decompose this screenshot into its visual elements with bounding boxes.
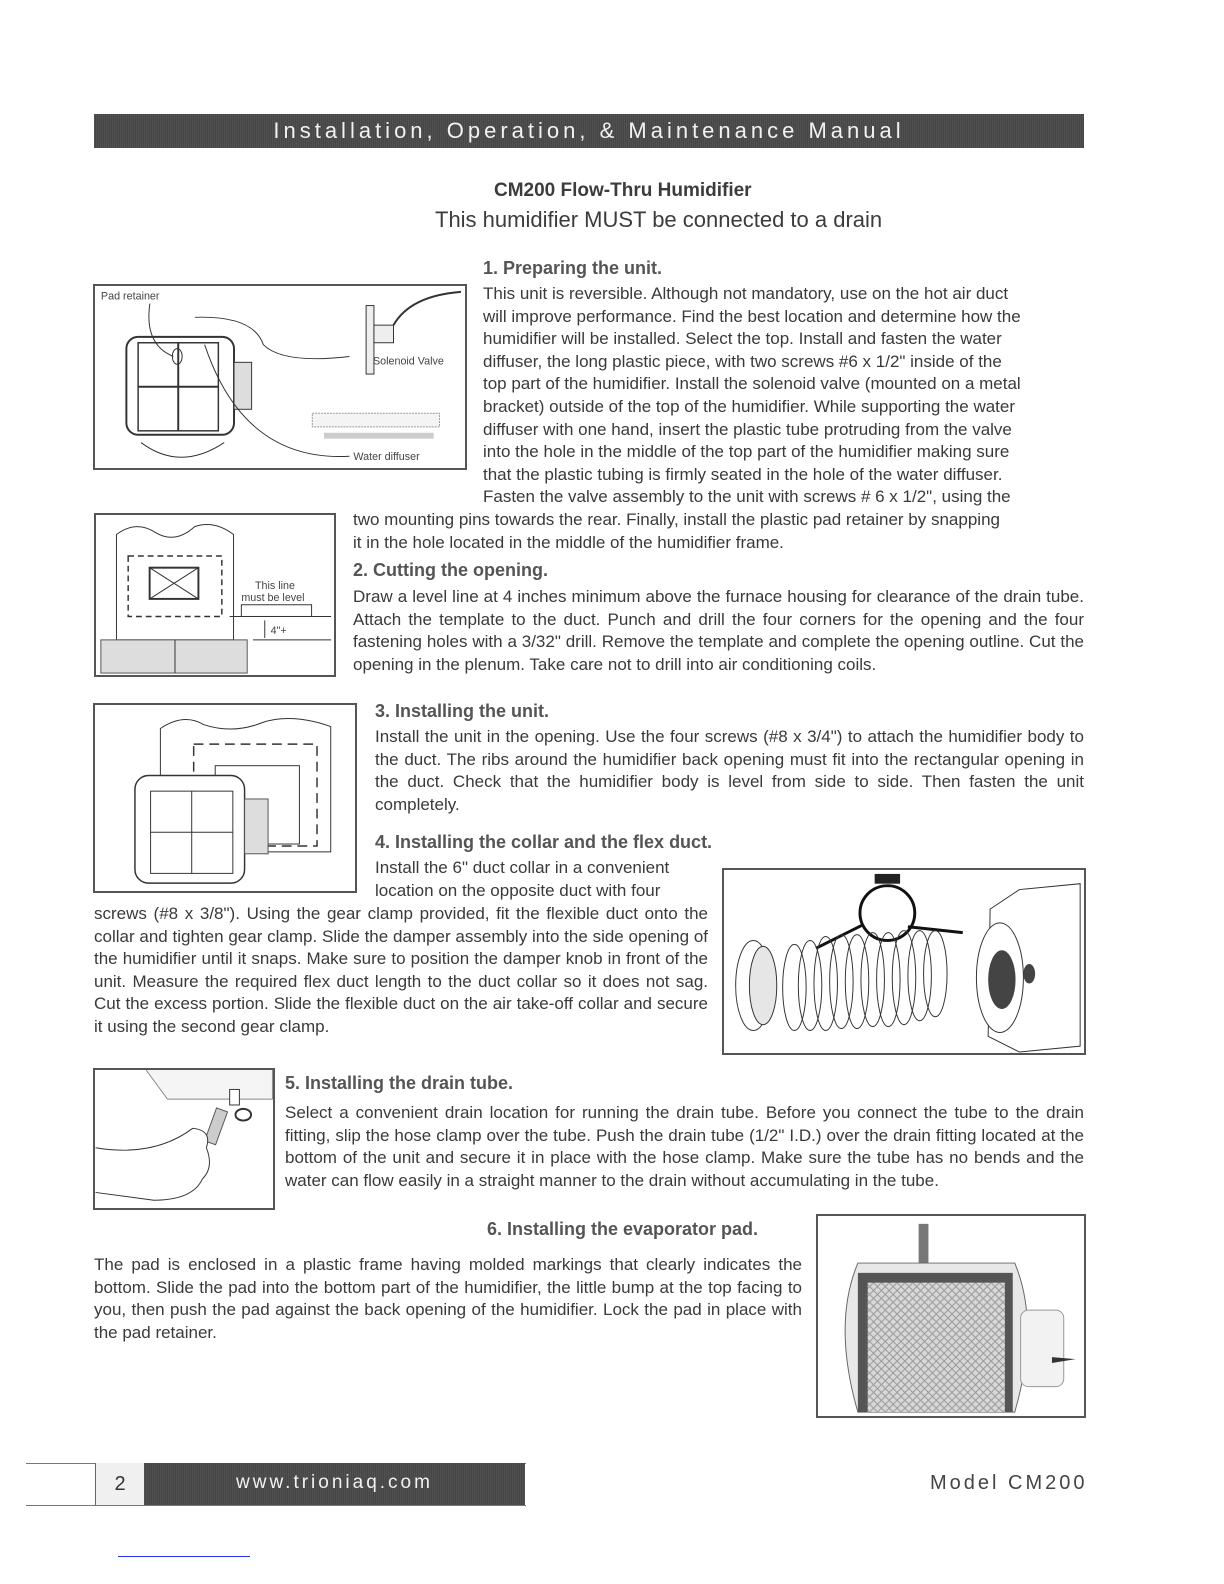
figure-flex-duct — [722, 868, 1086, 1055]
text-line: will improve performance. Find the best location and determine how the — [483, 306, 1021, 326]
footer-band — [144, 1463, 525, 1505]
text-line: top part of the humidifier. Install the solenoid valve (mounted on a metal — [483, 374, 1021, 394]
section-4-body-wide: screws (#8 x 3/8"). Using the gear clamp provided, fit the flexible duct onto the collar and tighten gear clamp. Slide the damper assembly into the side opening of the humidifier until it snaps. Make sure to position the damper knob in front of the unit. Measure the required flex duct length to the duct collar so it does not sag. Cut the excess portion. Slide the flexible duct on the air take-off collar and secure it using the second gear clamp. — [94, 904, 708, 1036]
manual-title: Installation, Operation, & Maintenance Manual — [273, 118, 905, 143]
page-number: 2 — [95, 1463, 144, 1505]
document-subtitle: This humidifier MUST be connected to a drain — [435, 207, 883, 232]
section-1-body-wide — [353, 509, 1084, 554]
section-5-heading: 5. Installing the drain tube. — [285, 1073, 514, 1093]
section-3-body: Install the unit in the opening. Use the four screws (#8 x 3/4") to attach the humidifier body to the duct. The ribs around the humidifier back opening must fit into the rectangular opening in the duct. Check that the humidifier body is level from side to side. Then fasten the unit completely. — [375, 727, 1084, 814]
text-line: humidifier will be installed. Select the top. Install and fasten the water — [483, 329, 1002, 349]
label-water-diffuser: Water diffuser — [353, 451, 420, 464]
figure-unit-installation — [93, 703, 357, 893]
cutting-template-drawing — [96, 515, 334, 675]
figure-drain-tube — [93, 1068, 275, 1210]
text-line: Install the 6" duct collar in a convenient — [375, 858, 670, 877]
figure-cutting-template — [94, 513, 336, 677]
section-4-body-narrow — [375, 857, 708, 902]
flex-duct-drawing — [724, 870, 1084, 1053]
text-line: that the plastic tubing is firmly seated in the hole of the water diffuser. — [483, 464, 1003, 484]
section-4-heading: 4. Installing the collar and the flex duct. — [375, 832, 713, 852]
label-solenoid-valve: Solenoid Valve — [372, 355, 444, 368]
model-label: Model CM200 — [930, 1472, 1088, 1494]
section-6-body: The pad is enclosed in a plastic frame having molded markings that clearly indicates the bottom. Slide the pad into the bottom part of the humidifier, the little bump at the top facing to you, then push the pad against the back opening of the humidifier. Lock the pad in place with the pad retainer. — [94, 1255, 802, 1342]
text-line: into the hole in the middle of the top part of the humidifier making sure — [483, 442, 1010, 462]
website-url: www.trioniaq.com — [236, 1472, 433, 1493]
figure-evaporator-pad-photo — [816, 1214, 1086, 1418]
section-5-body: Select a convenient drain location for running the drain tube. Before you connect the tube to the drain fitting, slip the hose clamp over the tube. Push the drain tube (1/2" I.D.) over the drain fitting located at the bottom of the unit and secure it in place with the hose clamp. Make sure the tube has no bends and the water can flow easily in a straight manner to the drain without accumulating in the tube. — [285, 1103, 1084, 1190]
label-clearance: 4"+ — [270, 625, 287, 638]
text-line: Fasten the valve assembly to the unit with screws # 6 x 1/2", using the — [483, 487, 1011, 507]
section-1-heading: 1. Preparing the unit. — [483, 258, 663, 278]
unit-assembly-drawing — [95, 286, 465, 468]
text-line: it in the hole located in the middle of the humidifier frame. — [353, 532, 784, 552]
text-line: diffuser with one hand, insert the plastic tube protruding from the valve — [483, 419, 1012, 439]
link-underline — [118, 1556, 250, 1557]
text-line: This unit is reversible. Although not mandatory, use on the hot air duct — [483, 284, 1009, 303]
label-pad-retainer: Pad retainer — [100, 290, 160, 303]
footer-rule-bottom — [26, 1505, 526, 1506]
text-line: two mounting pins towards the rear. Finally, install the plastic pad retainer by snapping — [353, 510, 1000, 529]
document-title: CM200 Flow-Thru Humidifier — [494, 180, 752, 201]
unit-installation-drawing — [95, 705, 355, 891]
text-line: location on the opposite duct with four — [375, 880, 661, 900]
figure-unit-assembly — [93, 284, 467, 470]
text-line: bracket) outside of the top of the humidifier. While supporting the water — [483, 396, 1016, 416]
section-1-body-narrow — [483, 283, 1084, 509]
evaporator-pad-photo — [818, 1216, 1084, 1416]
section-6-heading: 6. Installing the evaporator pad. — [487, 1219, 759, 1239]
label-this-line: This line — [255, 580, 295, 593]
drain-tube-drawing — [95, 1070, 273, 1208]
label-must-be-level: must be level — [241, 591, 305, 604]
section-2-heading: 2. Cutting the opening. — [353, 560, 548, 580]
section-2-body: Draw a level line at 4 inches minimum above the furnace housing for clearance of the drain tube. Attach the template to the duct. Punch and drill the four corners for the opening and the four fastening holes with a 3/32" drill. Remove the template and complete the opening outline. Cut the opening in the plenum. Take care not to drill into air conditioning coils. — [353, 587, 1084, 674]
text-line: diffuser, the long plastic piece, with two screws #6 x 1/2" inside of the — [483, 351, 1002, 371]
header-band — [94, 114, 1084, 148]
section-3-heading: 3. Installing the unit. — [375, 701, 550, 721]
